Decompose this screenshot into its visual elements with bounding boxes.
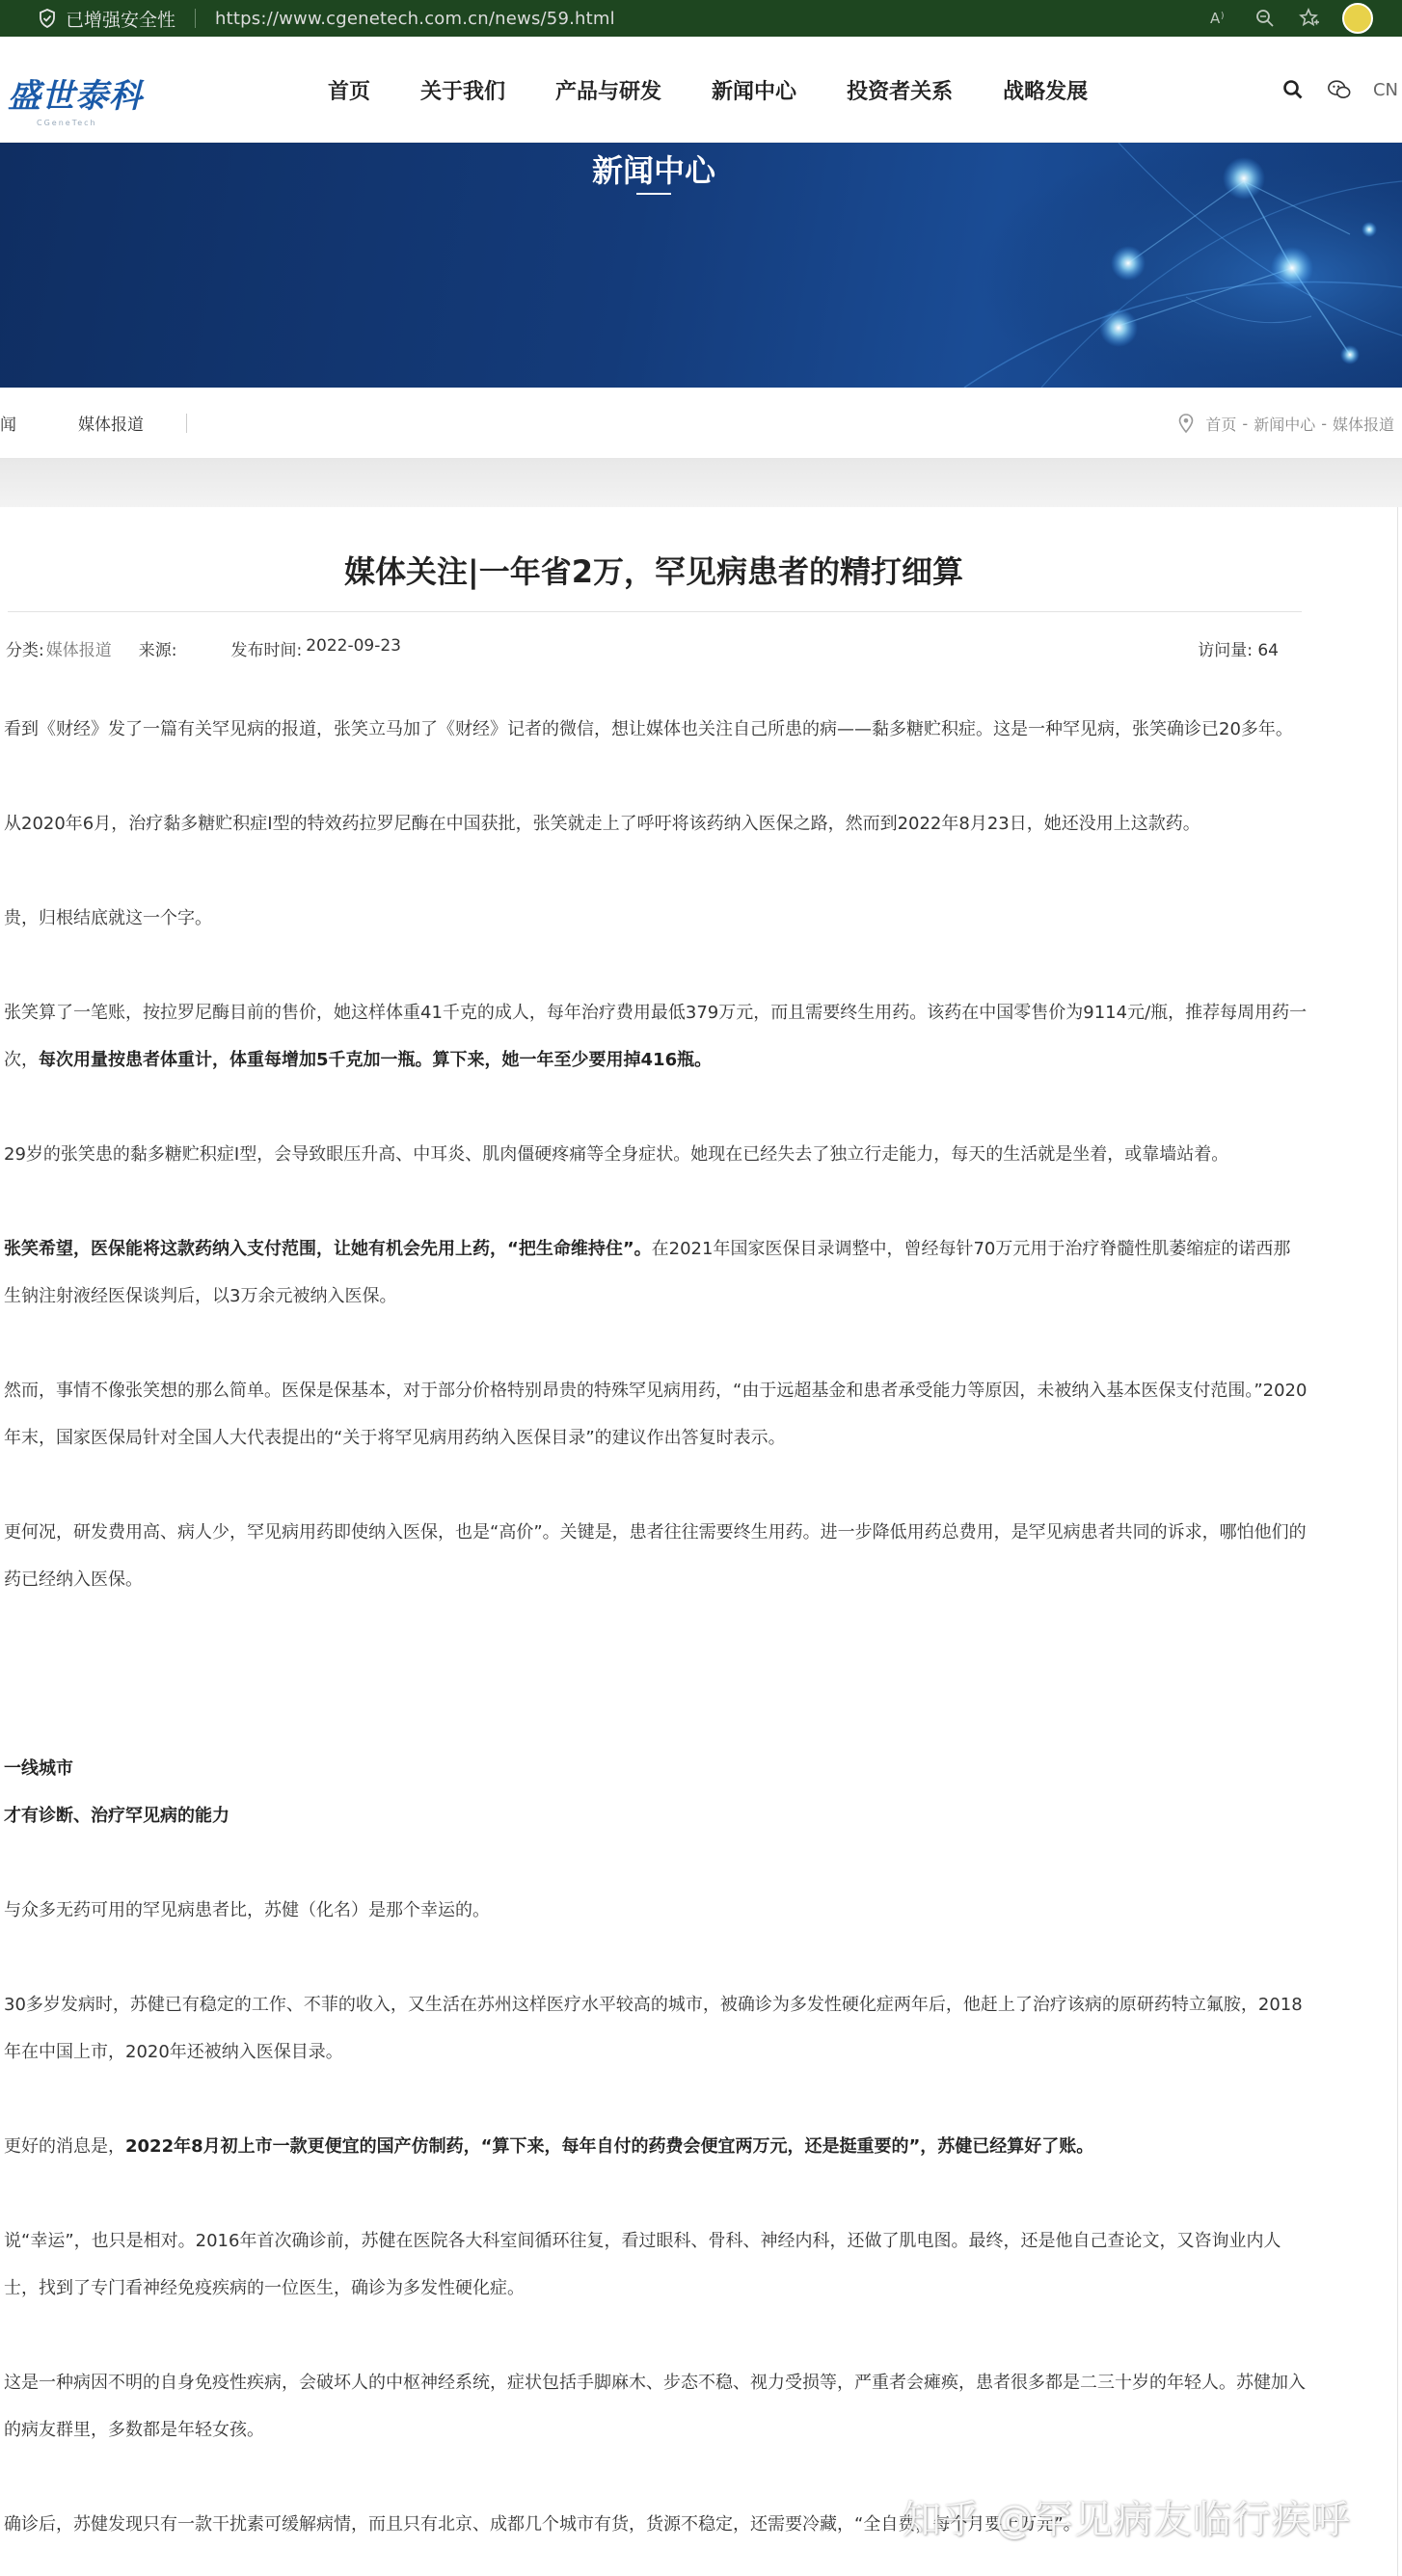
watermark: 知乎 @罕见病友临行疾呼: [903, 2498, 1351, 2542]
publish-date: 2022-09-23: [306, 636, 401, 656]
subnav-item-news[interactable]: 闻: [0, 416, 16, 435]
breadcrumb-separator: -: [1321, 414, 1327, 433]
svg-text:A: A: [1210, 10, 1221, 27]
header-tools: [1281, 37, 1402, 143]
nav-about[interactable]: 关于我们: [420, 79, 506, 104]
read-aloud-icon[interactable]: [1209, 7, 1232, 30]
search-icon[interactable]: [1281, 77, 1306, 102]
logo-subtext: CGeneTech: [37, 119, 97, 127]
breadcrumb: [1178, 388, 1394, 459]
article: [0, 507, 1398, 2576]
date-label: 发布时间:: [230, 641, 303, 660]
logo-text: 盛世泰科: [8, 77, 143, 116]
paragraph: 与众多无药可用的罕见病患者比，苏健（化名）是那个幸运的。: [4, 1900, 490, 1920]
nav-news[interactable]: 新闻中心: [712, 79, 797, 104]
paragraph: 说“幸运”，也只是相对。2016年首次确诊前，苏健在医院各大科室间循环往复，看过眼科、骨科、神经内科，还做了肌电图。最终，还是他自己查论文，又咨询业内人士，找到了专门看神经免疫疾病的一位医生，确诊为多发性硬化症。: [4, 2231, 1281, 2298]
category-link[interactable]: 媒体报道: [45, 641, 112, 660]
bold-text: 2022年8月初上市一款更便宜的国产仿制药，“算下来，每年自付的药费会便宜两万元，还是挺重要的”，苏健已经算好了账。: [125, 2136, 1094, 2157]
divider: [186, 414, 187, 433]
paragraph: 更何况，研发费用高、病人少，罕见病用药即使纳入医保，也是“高价”。关键是，患者往往需要终生用药。进一步降低用药总费用，是罕见病患者共同的诉求，哪怕他们的药已经纳入医保。: [4, 1522, 1307, 1590]
paragraph: [4, 1225, 1308, 1320]
nav-products[interactable]: 产品与研发: [555, 79, 662, 104]
nav-investors[interactable]: 投资者关系: [847, 79, 954, 104]
views-label: 访问量:: [1198, 641, 1253, 660]
site-logo[interactable]: [8, 69, 143, 127]
article-meta: [6, 636, 1279, 660]
location-pin-icon: [1178, 414, 1194, 433]
section-heading: 一线城市: [4, 1758, 73, 1779]
paragraph: 贵，归根结底就这一个字。: [4, 908, 212, 928]
paragraph-text: 张笑算了一笔账，按拉罗尼酶目前的售价，她这样体重41千克的成人，每年治疗费用最低379万元，而且需要终生用药。该药在中国零售价为9114元/瓶，推荐每周用药一次，: [4, 1003, 1308, 1070]
paragraph: 这是一种病因不明的自身免疫性疾病，会破坏人的中枢神经系统，症状包括手脚麻木、步态不稳、视力受损等，严重者会瘫痪，患者很多都是二三十岁的年轻人。苏健加入的病友群里，多数都是年轻女孩。: [4, 2373, 1306, 2440]
divider: [8, 611, 1302, 612]
article-title: 媒体关注|一年省2万，罕见病患者的精打细算: [344, 553, 963, 590]
bold-text: 张笑希望，医保能将这款药纳入支付范围，让她有机会先用上药，“把生命维持住”。: [4, 1239, 652, 1259]
browser-actions: [1209, 0, 1373, 37]
breadcrumb-home[interactable]: 首页: [1205, 415, 1237, 434]
paragraph: 看到《财经》发了一篇有关罕见病的报道，张笑立马加了《财经》记者的微信，想让媒体也关注自己所患的病——黏多糖贮积症。这是一种罕见病，张笑确诊已20多年。: [4, 719, 1293, 739]
banner-underline: [636, 193, 671, 195]
section-subheading: 才有诊断、治疗罕见病的能力: [4, 1806, 229, 1826]
category-label: 分类:: [6, 641, 44, 660]
section-band: [0, 459, 1402, 507]
security-label: 已增强安全性: [66, 9, 176, 31]
zoom-icon[interactable]: [1254, 7, 1277, 30]
page-banner: [0, 143, 1402, 388]
sub-nav: [0, 388, 1402, 459]
article-body: [4, 706, 1308, 2548]
breadcrumb-separator: -: [1242, 414, 1249, 433]
nav-strategy[interactable]: 战略发展: [1003, 79, 1089, 104]
main-nav: [328, 37, 1138, 143]
paragraph: 30多岁发病时，苏健已有稳定的工作、不菲的收入，又生活在苏州这样医疗水平较高的城市，被确诊为多发性硬化症两年后，他赶上了治疗该病的原研药特立氟胺，2018年在中国上市，2020年还被纳入医保目录。: [4, 1995, 1303, 2062]
wechat-icon[interactable]: [1327, 77, 1352, 102]
breadcrumb-media[interactable]: 媒体报道: [1332, 415, 1394, 434]
security-indicator[interactable]: [39, 6, 175, 32]
paragraph: 29岁的张笑患的黏多糖贮积症Ⅰ型，会导致眼压升高、中耳炎、肌肉僵硬疼痛等全身症状。她现在已经失去了独立行走能力，每天的生活就是坐着，或靠墙站着。: [4, 1144, 1229, 1165]
language-switch[interactable]: CN: [1372, 79, 1398, 100]
subnav-item-media[interactable]: 媒体报道: [78, 416, 144, 435]
paragraph: 然而，事情不像张笑想的那么简单。医保是保基本，对于部分价格特别昂贵的特殊罕见病用药，“由于远超基金和患者承受能力等原因，未被纳入基本医保支付范围。”2020年末，国家医保局针对全国人大代表提出的“关于将罕见病用药纳入医保目录”的建议作出答复时表示。: [4, 1381, 1308, 1448]
browser-toolbar: [0, 0, 1402, 37]
paragraph: [4, 2123, 1308, 2170]
paragraph: [4, 989, 1308, 1084]
svg-text:): ): [1221, 12, 1225, 21]
view-count: [1198, 636, 1279, 660]
address-bar[interactable]: https://www.cgenetech.com.cn/news/59.html: [215, 8, 615, 29]
banner-title: 新闻中心: [591, 152, 715, 189]
source-label: 来源:: [138, 641, 177, 660]
shield-icon: [39, 9, 56, 28]
favorite-star-icon[interactable]: [1298, 7, 1321, 30]
divider: [195, 9, 196, 28]
site-header: [0, 37, 1402, 143]
nav-home[interactable]: 首页: [328, 79, 371, 104]
views-value: 64: [1257, 641, 1279, 660]
profile-avatar[interactable]: [1342, 3, 1373, 34]
paragraph-text: 更好的消息是，: [4, 2136, 125, 2157]
breadcrumb-news[interactable]: 新闻中心: [1254, 415, 1316, 434]
paragraph: 从2020年6月，治疗黏多糖贮积症Ⅰ型的特效药拉罗尼酶在中国获批，张笑就走上了呼吁将该药纳入医保之路，然而到2022年8月23日，她还没用上这款药。: [4, 814, 1200, 834]
paragraph: 确诊后，苏健发现只有一款干扰素可缓解病情，而且只有北京、成都几个城市有货，货源不稳定，还需要冷藏，“全自费，每个月要上万元”。: [4, 2514, 1081, 2535]
bold-text: 每次用量按患者体重计，体重每增加5千克加一瓶。算下来，她一年至少要用掉416瓶。: [39, 1050, 713, 1070]
paragraph-text: 在2021年国家医保目录调整中，曾经每针70万元用于治疗脊髓性肌萎缩症的诺西那生钠注射液经医保谈判后，以3万余元被纳入医保。: [4, 1239, 1291, 1306]
